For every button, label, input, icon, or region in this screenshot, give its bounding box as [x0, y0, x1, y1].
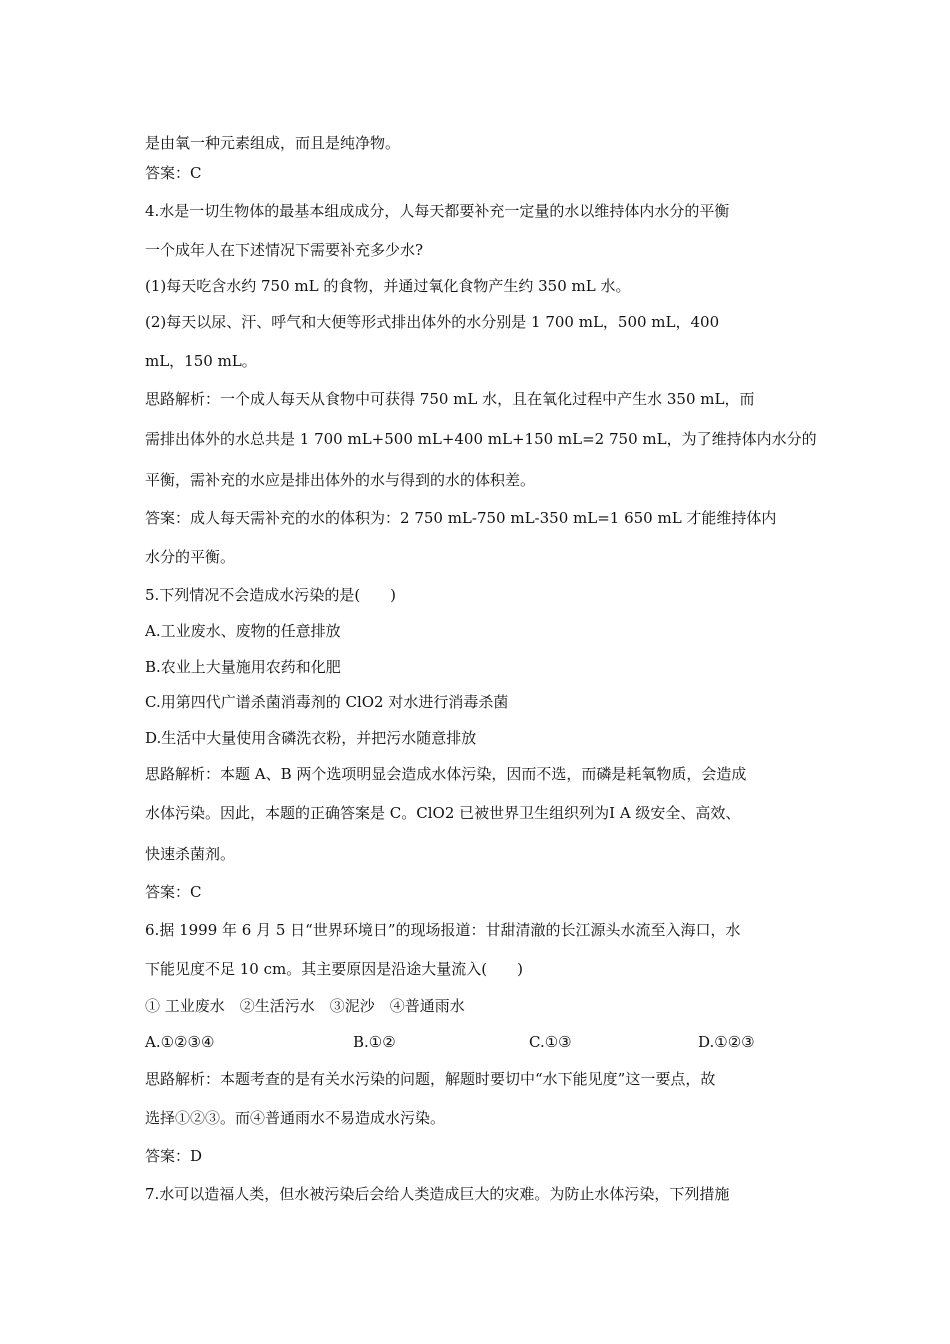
answer-line: 答案：成人每天需补充的水的体积为：2 750 mL-750 mL-350 mL=1 650 mL 才能维持体内	[145, 509, 777, 527]
option-line: D.生活中大量使用含磷洗衣粉，并把污水随意排放	[145, 729, 477, 747]
answer-line: 答案：D	[145, 1147, 203, 1165]
text-line: 是由氧一种元素组成，而且是纯净物。	[145, 134, 401, 152]
question-6-options	[145, 1032, 845, 1052]
solution-line: 选择①②③。而④普通雨水不易造成水污染。	[145, 1109, 446, 1127]
text-line: (1)每天吃含水约 750 mL 的食物，并通过氧化食物产生约 350 mL 水。	[145, 277, 631, 295]
text-line: ① 工业废水 ②生活污水 ③泥沙 ④普通雨水	[145, 997, 465, 1015]
solution-line: 快速杀菌剂。	[145, 845, 236, 863]
option-c: C.①③	[529, 1033, 572, 1051]
text-line: (2)每天以尿、汗、呼气和大便等形式排出体外的水分别是 1 700 mL，500 mL，400	[145, 313, 720, 331]
question-4-line: 4.水是一切生物体的最基本组成成分，人每天都要补充一定量的水以维持体内水分的平衡	[145, 202, 730, 220]
solution-line: 思路解析：本题 A、B 两个选项明显会造成水体污染，因而不选，而磷是耗氧物质，会造成	[145, 765, 747, 783]
option-line: A.工业废水、废物的任意排放	[145, 622, 341, 640]
answer-line: 答案：C	[145, 883, 202, 901]
solution-line: 平衡，需补充的水应是排出体外的水与得到的水的体积差。	[145, 471, 536, 489]
text-line: 一个成年人在下述情况下需要补充多少水?	[145, 241, 424, 259]
solution-line: 思路解析：一个成人每天从食物中可获得 750 mL 水，且在氧化过程中产生水 350 mL，而	[145, 390, 755, 408]
question-6-line: 6.据 1999 年 6 月 5 日“世界环境日”的现场报道：甘甜清澈的长江源头水流至入海口，水	[145, 921, 741, 939]
text-line: 下能见度不足 10 cm。其主要原因是沿途大量流入( )	[145, 960, 523, 978]
solution-line: 思路解析：本题考查的是有关水污染的问题，解题时要切中“水下能见度”这一要点，故	[145, 1070, 716, 1088]
question-7-line: 7.水可以造福人类，但水被污染后会给人类造成巨大的灾难。为防止水体污染，下列措施	[145, 1185, 730, 1203]
option-b: B.①②	[353, 1033, 396, 1051]
option-a: A.①②③④	[145, 1033, 215, 1051]
answer-line: 水分的平衡。	[145, 548, 236, 566]
solution-line: 需排出体外的水总共是 1 700 mL+500 mL+400 mL+150 mL=2 750 mL，为了维持体内水分的	[145, 430, 817, 448]
text-line: mL，150 mL。	[145, 352, 257, 370]
question-5-line: 5.下列情况不会造成水污染的是( )	[145, 586, 397, 604]
solution-line: 水体污染。因此，本题的正确答案是 C。ClO2 已被世界卫生组织列为Ⅰ A 级安全、高效、	[145, 804, 741, 822]
option-line: C.用第四代广谱杀菌消毒剂的 ClO2 对水进行消毒杀菌	[145, 693, 509, 711]
option-d: D.①②③	[698, 1033, 755, 1051]
answer-line: 答案：C	[145, 164, 202, 182]
option-line: B.农业上大量施用农药和化肥	[145, 658, 341, 676]
